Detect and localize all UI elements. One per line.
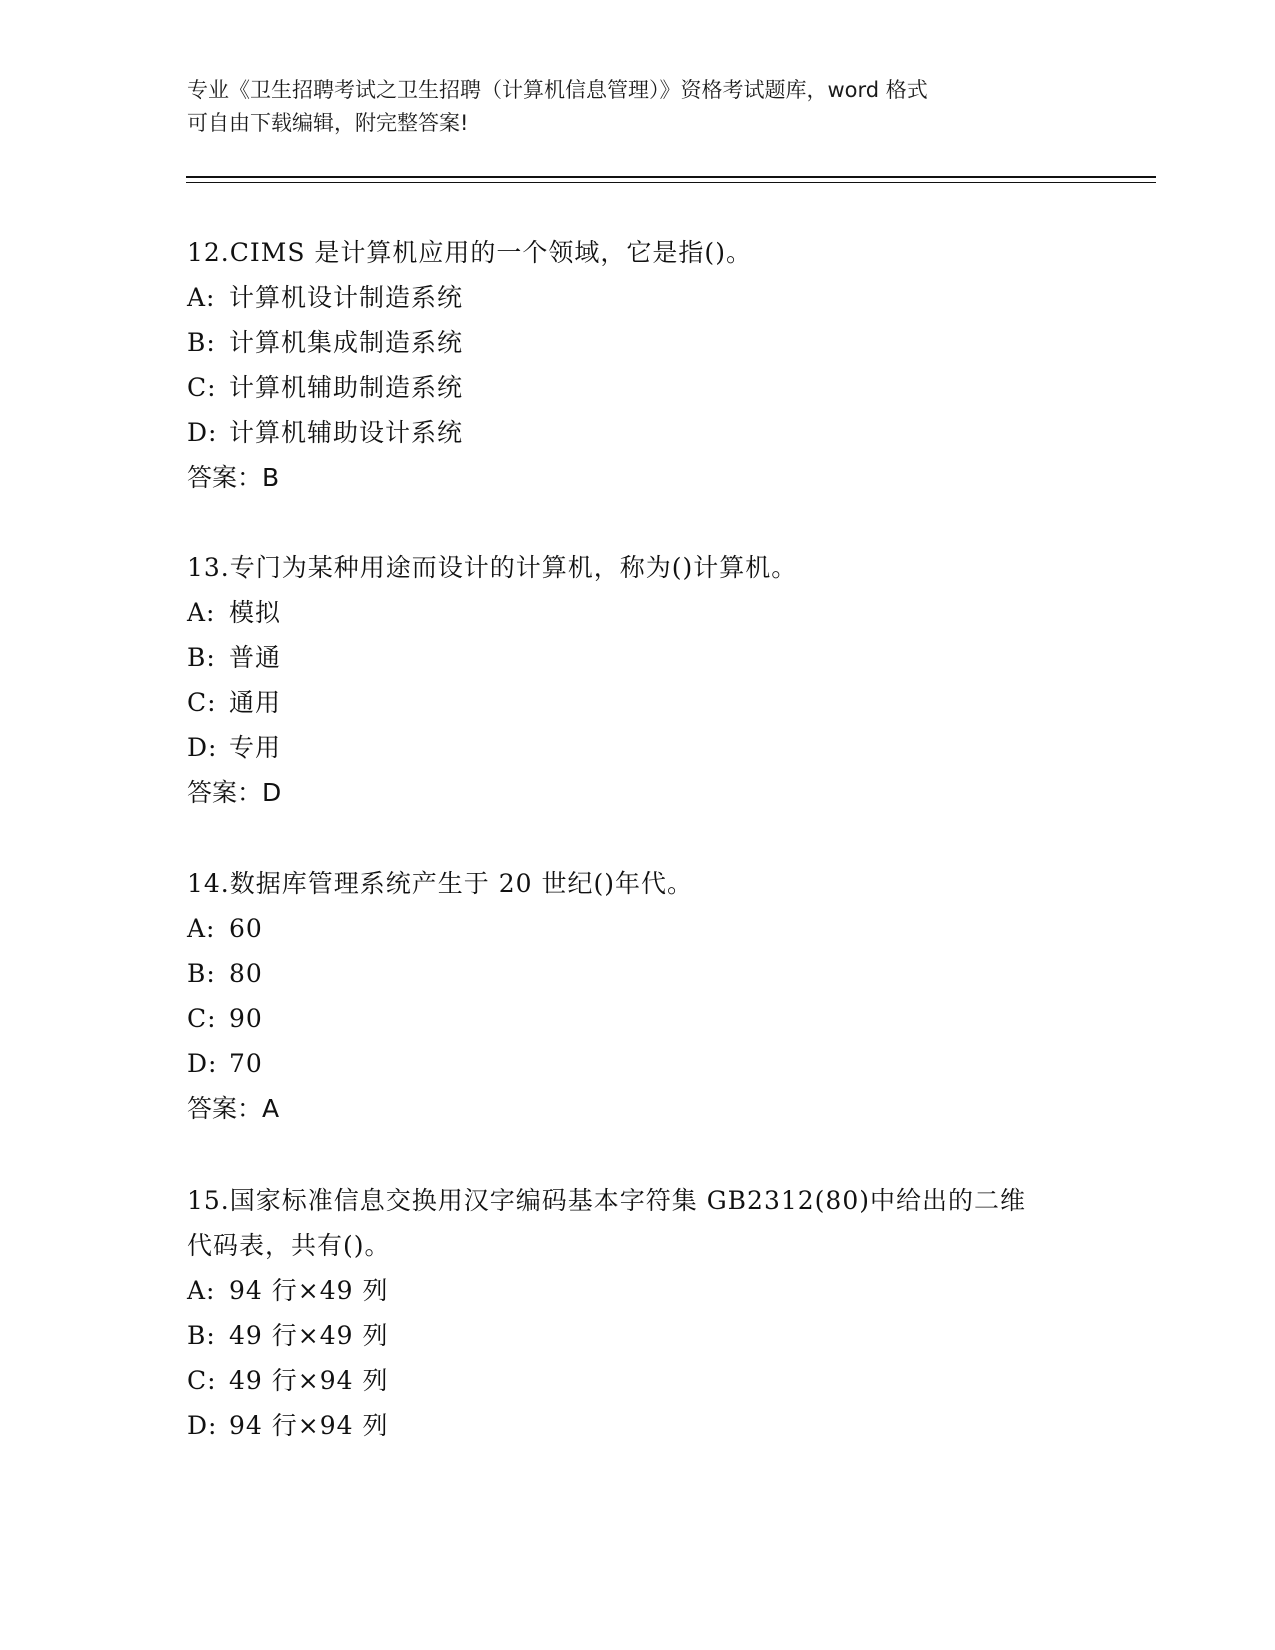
option-label: B: xyxy=(187,959,216,988)
question-14 xyxy=(187,861,1087,1131)
option-a xyxy=(187,590,1087,635)
option-text: 通用 xyxy=(229,688,282,717)
option-text: 60 xyxy=(229,914,263,943)
option-label: C: xyxy=(187,373,217,402)
question-15 xyxy=(187,1178,1087,1448)
answer-line: 答案：B xyxy=(187,463,280,492)
option-c xyxy=(187,365,1087,410)
option-label: C: xyxy=(187,688,217,717)
option-text: 计算机设计制造系统 xyxy=(229,283,464,312)
header-title-line-1: 专业《卫生招聘考试之卫生招聘（计算机信息管理）》资格考试题库，word 格式 xyxy=(187,78,928,102)
option-d xyxy=(187,1041,1087,1086)
question-text: 14.数据库管理系统产生于 20 世纪()年代。 xyxy=(187,869,693,898)
question-text: 13.专门为某种用途而设计的计算机，称为()计算机。 xyxy=(187,553,798,582)
option-label: D: xyxy=(187,418,218,447)
option-d xyxy=(187,410,1087,455)
option-text: 普通 xyxy=(229,643,282,672)
document-header xyxy=(187,74,1087,140)
header-title-line-2: 可自由下载编辑，附完整答案! xyxy=(187,111,469,135)
option-label: A: xyxy=(187,1276,216,1305)
option-label: A: xyxy=(187,914,216,943)
option-a xyxy=(187,1268,1087,1313)
option-c xyxy=(187,1358,1087,1403)
option-text: 94 行×94 列 xyxy=(229,1411,389,1440)
option-label: C: xyxy=(187,1004,217,1033)
option-text: 模拟 xyxy=(229,598,282,627)
option-b xyxy=(187,1313,1087,1358)
option-c xyxy=(187,680,1087,725)
option-text: 专用 xyxy=(229,733,282,762)
option-label: B: xyxy=(187,328,216,357)
option-text: 90 xyxy=(229,1004,263,1033)
option-label: D: xyxy=(187,1049,218,1078)
option-d xyxy=(187,725,1087,770)
option-a xyxy=(187,906,1087,951)
option-label: A: xyxy=(187,283,216,312)
option-text: 计算机辅助设计系统 xyxy=(229,418,464,447)
option-text: 80 xyxy=(229,959,263,988)
option-text: 计算机集成制造系统 xyxy=(229,328,464,357)
question-13 xyxy=(187,545,1087,815)
option-text: 计算机辅助制造系统 xyxy=(229,373,464,402)
question-text-continued: 代码表，共有()。 xyxy=(187,1231,391,1260)
option-text: 94 行×49 列 xyxy=(229,1276,389,1305)
option-d xyxy=(187,1403,1087,1448)
option-label: C: xyxy=(187,1366,217,1395)
option-label: D: xyxy=(187,733,218,762)
option-label: B: xyxy=(187,643,216,672)
option-b xyxy=(187,320,1087,365)
header-divider-thick xyxy=(186,176,1156,178)
option-text: 70 xyxy=(229,1049,263,1078)
option-text: 49 行×94 列 xyxy=(229,1366,389,1395)
option-a xyxy=(187,275,1087,320)
option-c xyxy=(187,996,1087,1041)
question-text: 15.国家标准信息交换用汉字编码基本字符集 GB2312(80)中给出的二维 xyxy=(187,1186,1026,1215)
question-12 xyxy=(187,230,1087,500)
header-divider-thin xyxy=(186,182,1156,183)
question-text: 12.CIMS 是计算机应用的一个领域，它是指()。 xyxy=(187,238,752,267)
option-b xyxy=(187,951,1087,996)
answer-line: 答案：D xyxy=(187,778,282,807)
option-label: B: xyxy=(187,1321,216,1350)
option-b xyxy=(187,635,1087,680)
option-text: 49 行×49 列 xyxy=(229,1321,389,1350)
answer-line: 答案：A xyxy=(187,1094,280,1123)
option-label: A: xyxy=(187,598,216,627)
option-label: D: xyxy=(187,1411,218,1440)
